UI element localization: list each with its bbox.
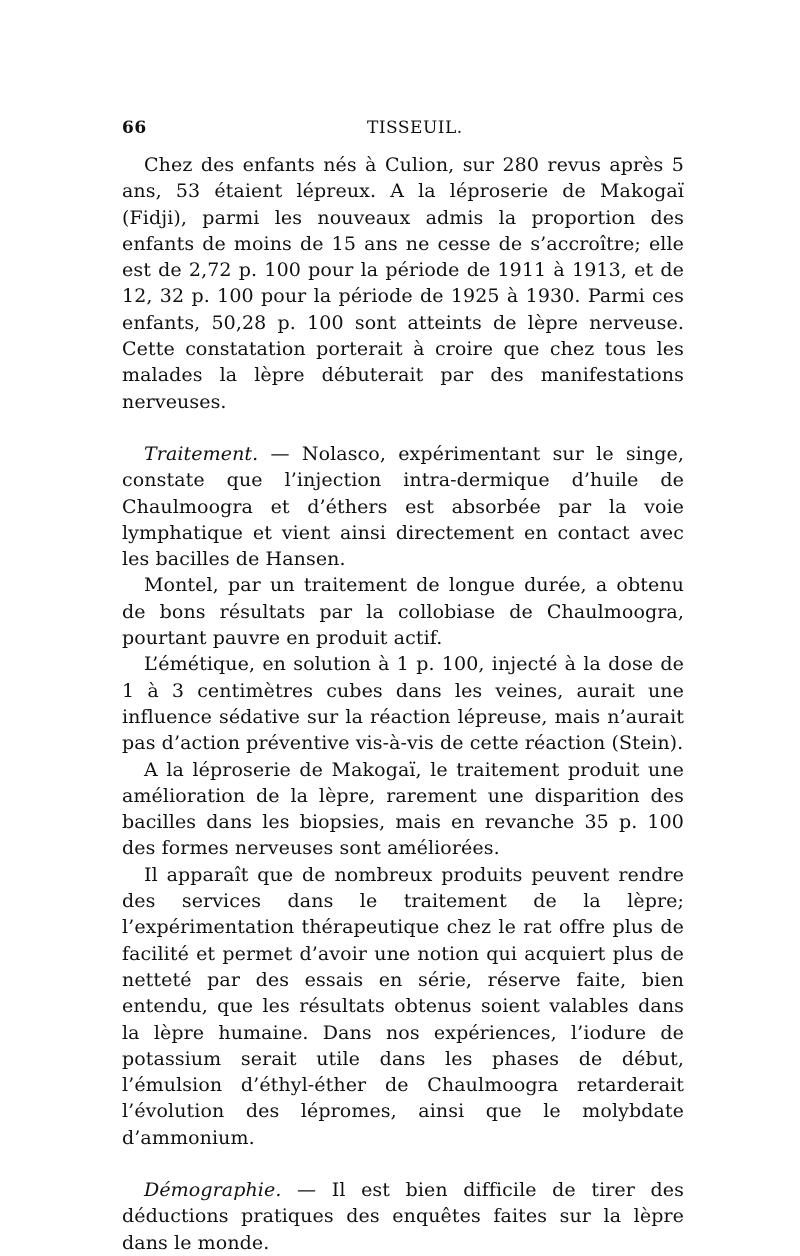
section-spacer [122, 1151, 684, 1177]
paragraph-montel: Montel, par un traitement de longue durée, a obtenu de bons résultats par la collobiase de Chaulmoogra, pourtant pauvre en produit actif. [122, 574, 684, 650]
paragraph-emetique: L’émétique, en solution à 1 p. 100, injecté à la dose de 1 à 3 centimètres cubes dans les veines, aurait une influence sédative sur la réaction lépreuse, mais n’aurait pas d’action préventive vis-à-vis de cette réaction (Stein). [122, 653, 684, 755]
paragraph-traitement-body: — Nolasco, expérimentant sur le singe, constate que l’injection intra-dermique d’huile de Chaulmoogra et d’éthers est absorbée par la voie lymphatique et vient ainsi directement en contact avec les bacilles de Hansen. [122, 442, 684, 571]
paragraph-demographie [122, 1177, 684, 1256]
body-text [122, 152, 684, 1256]
section-spacer [122, 415, 684, 441]
paragraph-traitement [122, 441, 684, 572]
page-number: 66 [122, 118, 147, 138]
paragraph-demographie-body: — Il est bien difficile de tirer des déductions pratiques des enquêtes faites sur la lèpre dans le monde. [122, 1178, 684, 1254]
section-heading-demographie: Démographie. [144, 1178, 282, 1201]
paragraph-experiences: Il apparaît que de nombreux produits peuvent rendre des services dans le traitement de la lèpre; l’expérimentation thérapeutique chez le rat offre plus de facilité et permet d’avoir une notion qui acquiert plus de netteté par des essais en série, réserve faite, bien entendu, que les résultats obtenus soient valables dans la lèpre humaine. Dans nos expériences, l’iodure de potassium serait utile dans les phases de début, l’émulsion d’éthyl-éther de Chaulmoogra retarderait l’évolution des lépromes, ainsi que le molybdate d’ammonium. [122, 863, 684, 1149]
paragraph-culion: Chez des enfants nés à Culion, sur 280 revus après 5 ans, 53 étaient lépreux. A la léproserie de Makogaï (Fidji), parmi les nouveaux admis la proportion des enfants de moins de 15 ans ne cesse de s’accroître; elle est de 2,72 p. 100 pour la période de 1911 à 1913, et de 12, 32 p. 100 pour la période de 1925 à 1930. Parmi ces enfants, 50,28 p. 100 sont atteints de lèpre nerveuse. Cette constatation porterait à croire que chez tous les malades la lèpre débuterait par des manifestations nerveuses. [122, 154, 684, 413]
page-header [122, 118, 684, 144]
running-title: TISSEUIL. [367, 118, 463, 138]
paragraph-makogai: A la léproserie de Makogaï, le traitement produit une amélioration de la lèpre, rarement une disparition des bacilles dans les biopsies, mais en revanche 35 p. 100 des formes nerveuses sont améliorées. [122, 758, 684, 860]
section-heading-traitement: Traitement. [144, 442, 259, 465]
